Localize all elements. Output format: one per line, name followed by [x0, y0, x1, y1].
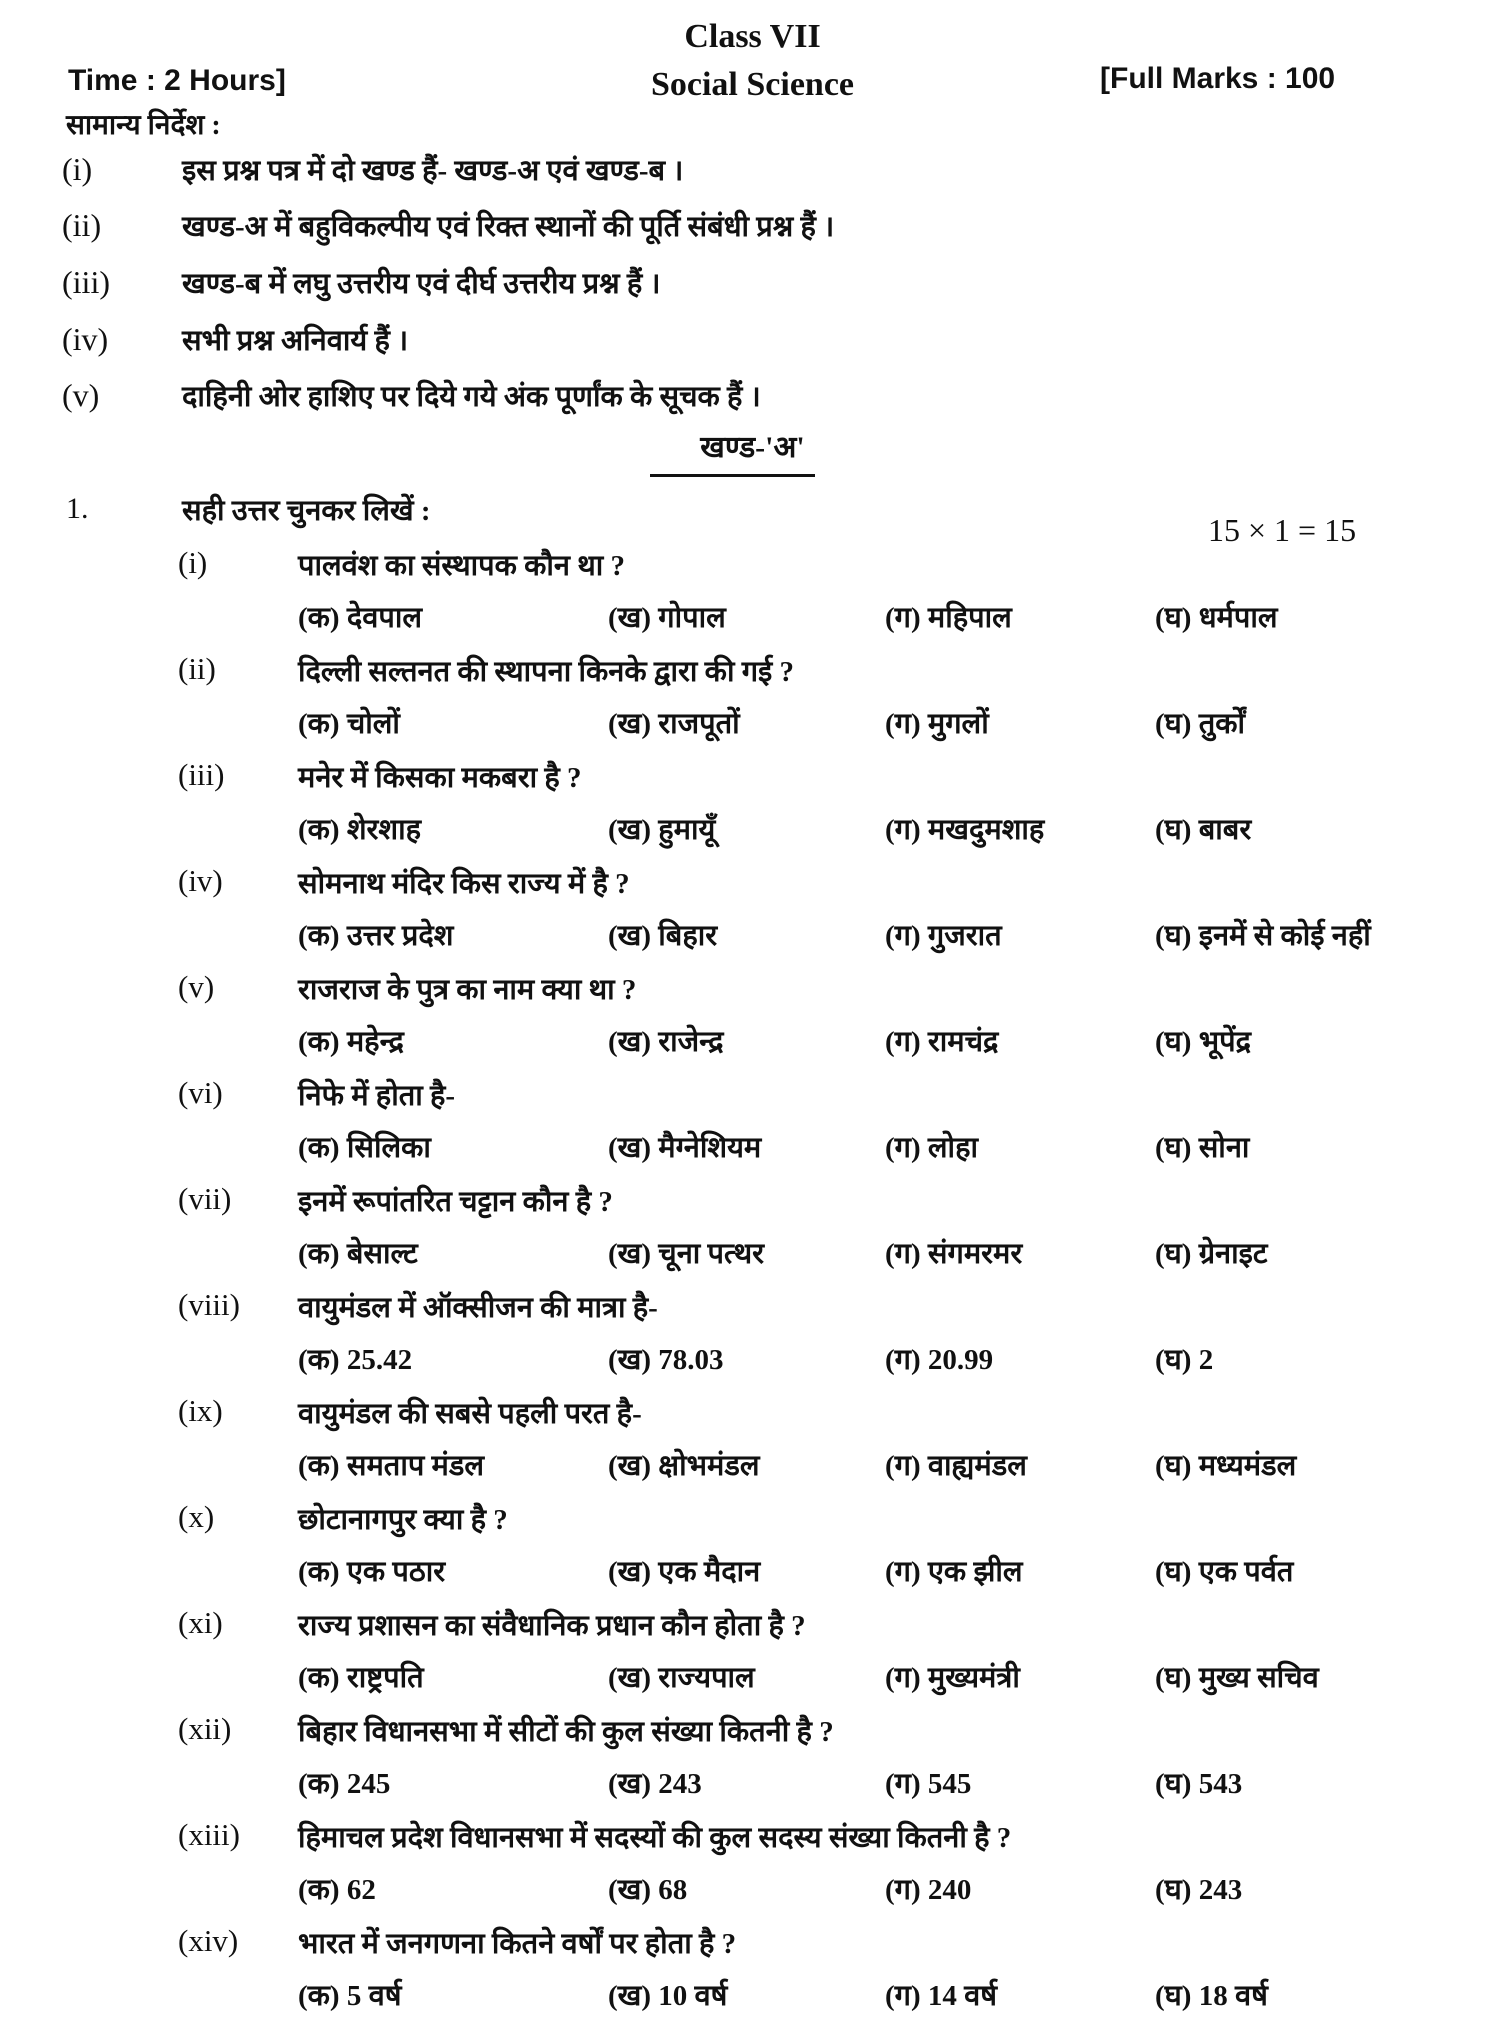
marks-allocation: 15 × 1 = 15	[1208, 512, 1357, 548]
mcq-item	[0, 1605, 1505, 1711]
answer-option: (घ) ग्रेनाइट	[1155, 1238, 1268, 1270]
question-title: सही उत्तर चुनकर लिखें :	[182, 495, 431, 527]
mcq-item	[0, 651, 1505, 757]
sub-question-number: (xiii)	[178, 1817, 240, 1852]
answer-option: (ख) क्षोभमंडल	[608, 1450, 760, 1482]
instruction-text: इस प्रश्न पत्र में दो खण्ड हैं- खण्ड-अ एवं खण्ड-ब ।	[182, 155, 684, 187]
sub-question-number: (v)	[178, 969, 215, 1004]
answer-option: (ख) 243	[608, 1768, 702, 1800]
answer-option: (ख) 68	[608, 1874, 688, 1906]
sub-question-number: (iii)	[178, 757, 225, 792]
sub-question-number: (viii)	[178, 1287, 240, 1322]
answer-option: (ख) हुमायूँ	[608, 814, 716, 846]
mcq-item	[0, 1923, 1505, 2029]
instruction-item	[62, 376, 761, 415]
answer-option: (ग) 14 वर्ष	[885, 1980, 998, 2012]
sub-question-text: दिल्ली सल्तनत की स्थापना किनके द्वारा की गई ?	[298, 656, 795, 688]
instruction-number: (iv)	[62, 321, 109, 357]
instruction-text: खण्ड-ब में लघु उत्तरीय एवं दीर्घ उत्तरीय प्रश्न हैं ।	[182, 268, 661, 300]
mcq-item	[0, 1287, 1505, 1393]
answer-option: (क) 5 वर्ष	[298, 1980, 402, 2012]
sub-question-text: हिमाचल प्रदेश विधानसभा में सदस्यों की कुल सदस्य संख्या कितनी है ?	[298, 1822, 1012, 1854]
instruction-number: (v)	[62, 377, 100, 413]
mcq-item	[0, 545, 1505, 651]
instruction-number: (i)	[62, 151, 93, 187]
sub-question-number: (x)	[178, 1499, 215, 1534]
answer-option: (घ) एक पर्वत	[1155, 1556, 1294, 1588]
sub-question-text: सोमनाथ मंदिर किस राज्य में है ?	[298, 868, 630, 900]
answer-option: (क) राष्ट्रपति	[298, 1662, 424, 1694]
answer-option: (ग) महिपाल	[885, 602, 1012, 634]
sub-question-number: (ix)	[178, 1393, 223, 1428]
answer-option: (घ) मुख्य सचिव	[1155, 1662, 1319, 1694]
answer-option: (क) महेन्द्र	[298, 1026, 404, 1058]
answer-option: (क) 62	[298, 1874, 376, 1906]
sub-question-number: (i)	[178, 545, 208, 580]
answer-option: (ग) गुजरात	[885, 920, 1002, 952]
instruction-item	[62, 206, 834, 245]
answer-option: (क) सिलिका	[298, 1132, 431, 1164]
sub-question-number: (iv)	[178, 863, 223, 898]
instruction-text: खण्ड-अ में बहुविकल्पीय एवं रिक्त स्थानों की पूर्ति संबंधी प्रश्न हैं ।	[182, 211, 835, 243]
instruction-item	[62, 263, 660, 302]
answer-option: (ग) वाह्यमंडल	[885, 1450, 1027, 1482]
sub-question-text: मनेर में किसका मकबरा है ?	[298, 762, 582, 794]
answer-option: (घ) सोना	[1155, 1132, 1250, 1164]
answer-option: (घ) 543	[1155, 1768, 1243, 1800]
subject-heading: Social Science	[650, 66, 855, 103]
instructions-title: सामान्य निर्देश :	[66, 110, 221, 141]
mcq-item	[0, 863, 1505, 969]
answer-option: (ग) मुगलों	[885, 708, 989, 740]
sub-question-text: निफे में होता है-	[298, 1080, 456, 1112]
sub-question-number: (xiv)	[178, 1923, 239, 1958]
answer-option: (क) 25.42	[298, 1344, 413, 1376]
answer-option: (घ) बाबर	[1155, 814, 1252, 846]
answer-option: (ख) चूना पत्थर	[608, 1238, 764, 1270]
answer-option: (ग) 545	[885, 1768, 972, 1800]
answer-option: (क) समताप मंडल	[298, 1450, 485, 1482]
class-heading: Class VII	[684, 18, 821, 55]
answer-option: (क) बेसाल्ट	[298, 1238, 418, 1270]
answer-option: (क) शेरशाह	[298, 814, 422, 846]
sub-question-number: (vi)	[178, 1075, 223, 1110]
answer-option: (क) 245	[298, 1768, 391, 1800]
mcq-item	[0, 1181, 1505, 1287]
sub-question-text: पालवंश का संस्थापक कौन था ?	[298, 550, 626, 582]
answer-option: (घ) भूपेंद्र	[1155, 1026, 1251, 1058]
instruction-number: (ii)	[62, 207, 102, 243]
sub-question-text: वायुमंडल में ऑक्सीजन की मात्रा है-	[298, 1292, 658, 1324]
section-underline	[650, 474, 815, 477]
answer-option: (ख) राजेन्द्र	[608, 1026, 724, 1058]
answer-option: (ख) राज्यपाल	[608, 1662, 755, 1694]
answer-option: (ख) 10 वर्ष	[608, 1980, 728, 2012]
instruction-text: सभी प्रश्न अनिवार्य हैं ।	[182, 325, 409, 357]
answer-option: (ग) मुख्यमंत्री	[885, 1662, 1020, 1694]
answer-option: (क) चोलों	[298, 708, 400, 740]
answer-option: (घ) 2	[1155, 1344, 1214, 1376]
mcq-item	[0, 1817, 1505, 1923]
answer-option: (घ) इनमें से कोई नहीं	[1155, 920, 1371, 952]
full-marks-label: [Full Marks : 100	[1100, 62, 1336, 95]
answer-option: (ग) रामचंद्र	[885, 1026, 999, 1058]
sub-question-text: छोटानागपुर क्या है ?	[298, 1504, 508, 1536]
mcq-list	[0, 545, 1505, 2029]
mcq-item	[0, 1393, 1505, 1499]
sub-question-text: राज्य प्रशासन का संवैधानिक प्रधान कौन होता है ?	[298, 1610, 806, 1642]
answer-option: (ग) एक झील	[885, 1556, 1023, 1588]
instruction-item	[62, 150, 683, 189]
sub-question-number: (vii)	[178, 1181, 232, 1216]
sub-question-number: (xii)	[178, 1711, 232, 1746]
question-number: 1.	[66, 492, 89, 525]
instruction-item	[62, 320, 408, 359]
answer-option: (क) एक पठार	[298, 1556, 446, 1588]
sub-question-text: भारत में जनगणना कितने वर्षों पर होता है ?	[298, 1928, 737, 1960]
time-label: Time : 2 Hours]	[68, 64, 286, 97]
section-heading: खण्ड-'अ'	[700, 431, 805, 464]
answer-option: (ख) राजपूतों	[608, 708, 740, 740]
answer-option: (ग) संगमरमर	[885, 1238, 1023, 1270]
sub-question-text: राजराज के पुत्र का नाम क्या था ?	[298, 974, 637, 1006]
answer-option: (ख) मैग्नेशियम	[608, 1132, 762, 1164]
mcq-item	[0, 1499, 1505, 1605]
answer-option: (ग) 20.99	[885, 1344, 994, 1376]
answer-option: (घ) 18 वर्ष	[1155, 1980, 1268, 2012]
mcq-item	[0, 969, 1505, 1075]
answer-option: (घ) 243	[1155, 1874, 1243, 1906]
mcq-item	[0, 1711, 1505, 1817]
answer-option: (ग) लोहा	[885, 1132, 978, 1164]
answer-option: (घ) धर्मपाल	[1155, 602, 1278, 634]
sub-question-number: (xi)	[178, 1605, 223, 1640]
instruction-number: (iii)	[62, 264, 110, 300]
answer-option: (ख) 78.03	[608, 1344, 724, 1376]
answer-option: (ख) गोपाल	[608, 602, 726, 634]
answer-option: (क) देवपाल	[298, 602, 423, 634]
sub-question-text: बिहार विधानसभा में सीटों की कुल संख्या कितनी है ?	[298, 1716, 834, 1748]
mcq-item	[0, 757, 1505, 863]
answer-option: (ग) मखदुमशाह	[885, 814, 1045, 846]
answer-option: (क) उत्तर प्रदेश	[298, 920, 454, 952]
sub-question-text: वायुमंडल की सबसे पहली परत है-	[298, 1398, 642, 1430]
mcq-item	[0, 1075, 1505, 1181]
instruction-text: दाहिनी ओर हाशिए पर दिये गये अंक पूर्णांक के सूचक हैं ।	[182, 381, 761, 413]
sub-question-number: (ii)	[178, 651, 216, 686]
answer-option: (ख) बिहार	[608, 920, 718, 952]
answer-option: (घ) तुर्कों	[1155, 708, 1246, 740]
answer-option: (घ) मध्यमंडल	[1155, 1450, 1297, 1482]
sub-question-text: इनमें रूपांतरित चट्टान कौन है ?	[298, 1186, 613, 1218]
answer-option: (ग) 240	[885, 1874, 972, 1906]
answer-option: (ख) एक मैदान	[608, 1556, 761, 1588]
